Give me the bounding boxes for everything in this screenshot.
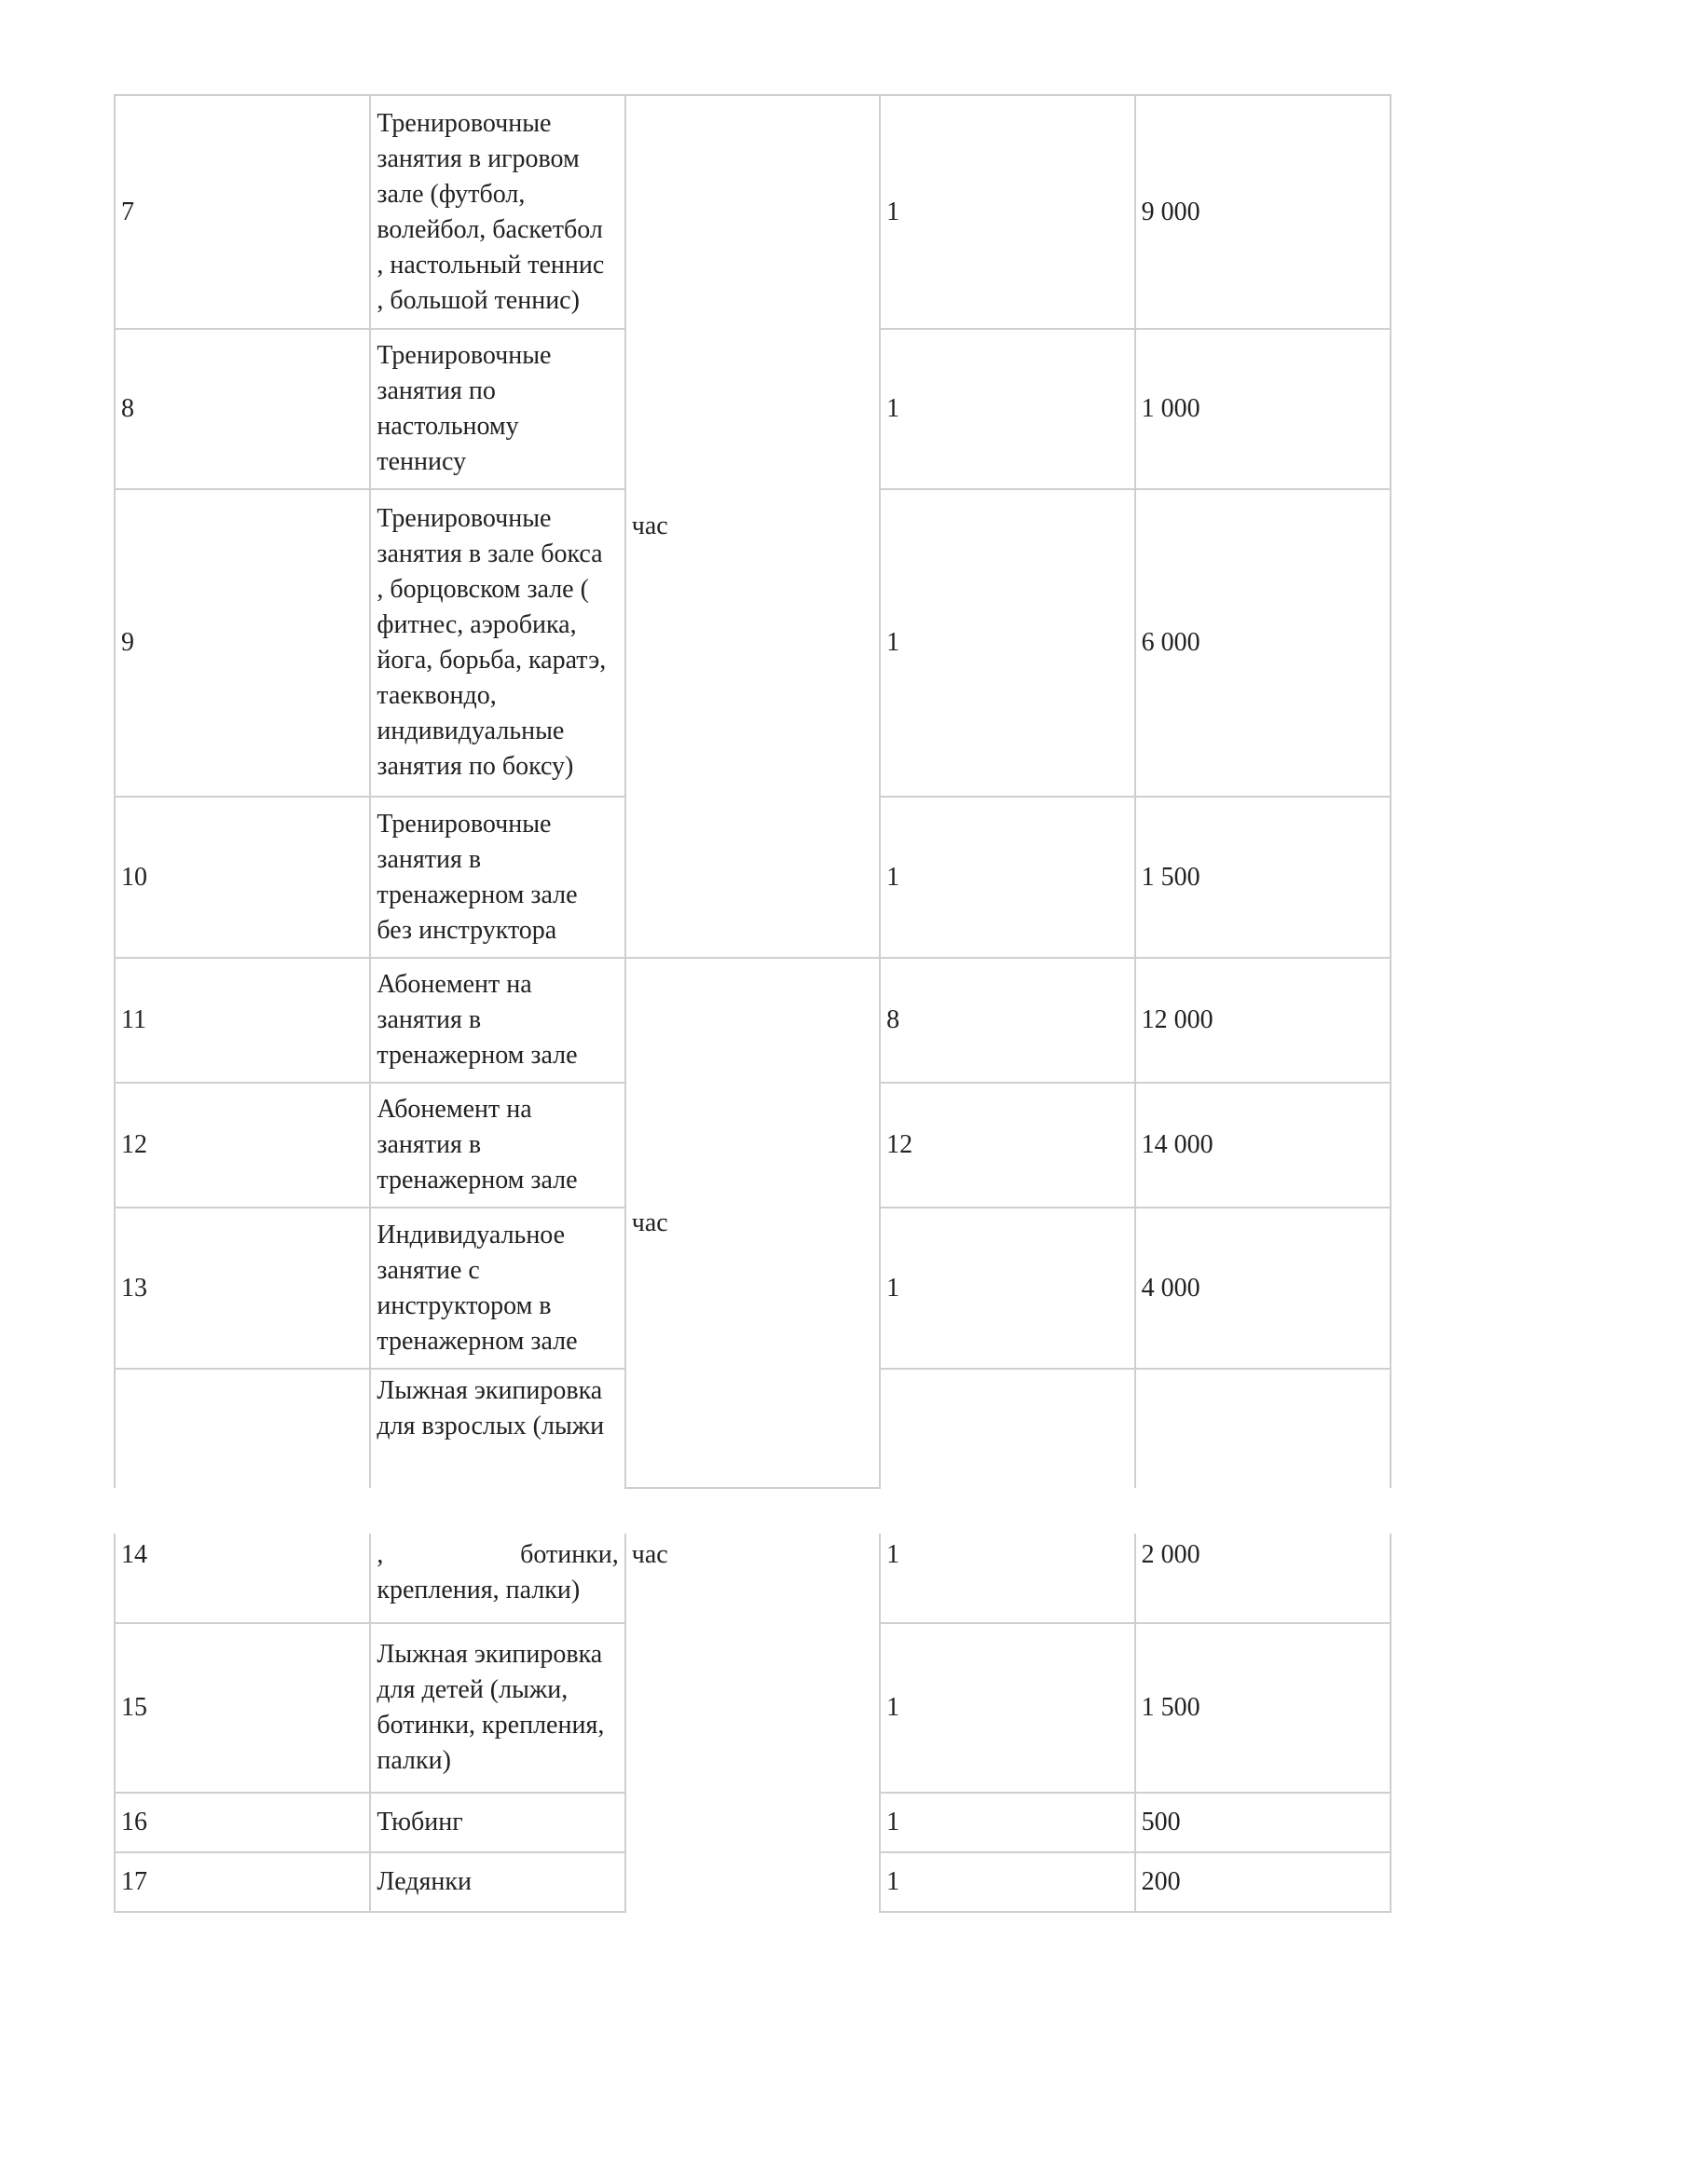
unit-cell-empty bbox=[625, 1623, 880, 1793]
quantity-cell: 1 bbox=[880, 489, 1134, 797]
service-name: Лыжная экипировка для взрослых (лыжи bbox=[370, 1369, 624, 1488]
unit-cell-empty bbox=[625, 1793, 880, 1852]
price-cell: 1 500 bbox=[1135, 1623, 1391, 1793]
service-name: Тюбинг bbox=[370, 1793, 624, 1852]
quantity-cell: 8 bbox=[880, 958, 1134, 1083]
table-row bbox=[115, 1534, 1391, 1623]
price-cell: 500 bbox=[1135, 1793, 1391, 1852]
price-cell: 14 000 bbox=[1135, 1083, 1391, 1208]
table-row bbox=[115, 1793, 1391, 1852]
service-name: , ботинки, крепления, палки) bbox=[370, 1534, 624, 1623]
quantity-cell: 1 bbox=[880, 1793, 1134, 1852]
tariff-table-lower bbox=[114, 1534, 1391, 1913]
service-name: Абонемент на занятия в тренажерном зале bbox=[370, 1083, 624, 1208]
row-number: 10 bbox=[115, 797, 370, 958]
row-number: 15 bbox=[115, 1623, 370, 1793]
price-cell: 9 000 bbox=[1135, 95, 1391, 329]
row-number: 17 bbox=[115, 1852, 370, 1912]
service-name: Лыжная экипировка для детей (лыжи, ботинки, крепления, палки) bbox=[370, 1623, 624, 1793]
price-cell: 4 000 bbox=[1135, 1208, 1391, 1369]
row-number: 8 bbox=[115, 329, 370, 489]
row-number: 14 bbox=[115, 1534, 370, 1623]
service-name: Ледянки bbox=[370, 1852, 624, 1912]
row-number: 13 bbox=[115, 1208, 370, 1369]
table-row bbox=[115, 958, 1391, 1083]
unit-cell: час bbox=[625, 1534, 880, 1623]
table-row bbox=[115, 95, 1391, 329]
quantity-cell: 12 bbox=[880, 1083, 1134, 1208]
row-number: 12 bbox=[115, 1083, 370, 1208]
row-number bbox=[115, 1369, 370, 1488]
quantity-cell: 1 bbox=[880, 797, 1134, 958]
quantity-cell: 1 bbox=[880, 1208, 1134, 1369]
row-number: 11 bbox=[115, 958, 370, 1083]
price-cell bbox=[1135, 1369, 1391, 1488]
table-row bbox=[115, 1623, 1391, 1793]
price-cell: 2 000 bbox=[1135, 1534, 1391, 1623]
service-name: Тренировочные занятия в игровом зале (футбол, волейбол, баскетбол , настольный теннис , большой теннис) bbox=[370, 95, 624, 329]
price-cell: 1 000 bbox=[1135, 329, 1391, 489]
service-name: Тренировочные занятия по настольному теннису bbox=[370, 329, 624, 489]
price-cell: 1 500 bbox=[1135, 797, 1391, 958]
price-cell: 12 000 bbox=[1135, 958, 1391, 1083]
unit-cell: час bbox=[625, 95, 880, 958]
quantity-cell bbox=[880, 1369, 1134, 1488]
service-name: Абонемент на занятия в тренажерном зале bbox=[370, 958, 624, 1083]
unit-cell-empty bbox=[625, 1852, 880, 1912]
price-cell: 200 bbox=[1135, 1852, 1391, 1912]
quantity-cell: 1 bbox=[880, 1623, 1134, 1793]
service-name: Индивидуальное занятие с инструктором в тренажерном зале bbox=[370, 1208, 624, 1369]
service-name: Тренировочные занятия в зале бокса , борцовском зале ( фитнес, аэробика, йога, борьба, каратэ, таеквондо, индивидуальные занятия по боксу) bbox=[370, 489, 624, 797]
row-number: 16 bbox=[115, 1793, 370, 1852]
tariff-table-upper bbox=[114, 94, 1391, 1489]
row-number: 7 bbox=[115, 95, 370, 329]
unit-cell: час bbox=[625, 958, 880, 1488]
quantity-cell: 1 bbox=[880, 329, 1134, 489]
quantity-cell: 1 bbox=[880, 1852, 1134, 1912]
quantity-cell: 1 bbox=[880, 95, 1134, 329]
row-number: 9 bbox=[115, 489, 370, 797]
quantity-cell: 1 bbox=[880, 1534, 1134, 1623]
table-row bbox=[115, 1852, 1391, 1912]
price-cell: 6 000 bbox=[1135, 489, 1391, 797]
service-name: Тренировочные занятия в тренажерном зале без инструктора bbox=[370, 797, 624, 958]
